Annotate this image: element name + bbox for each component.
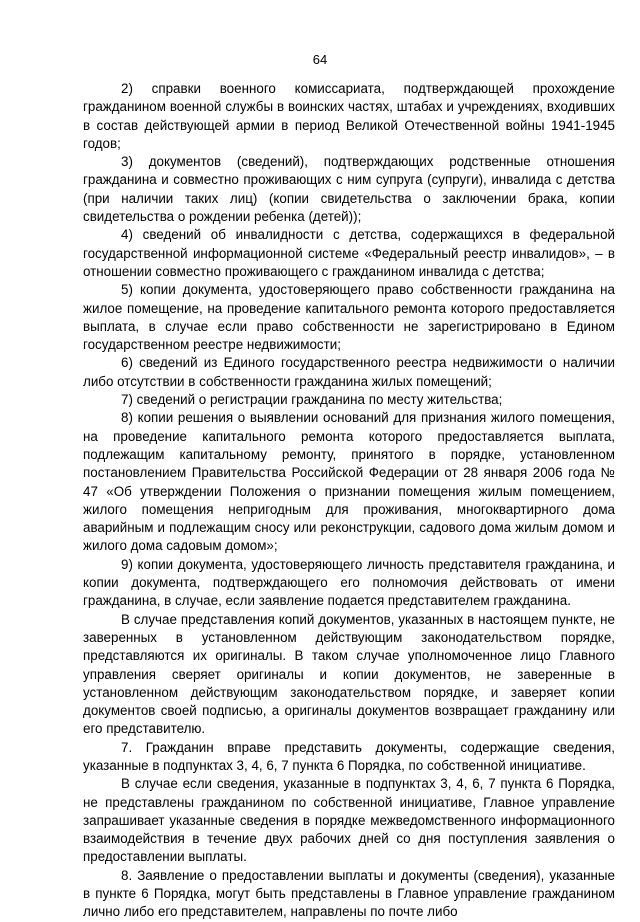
paragraph-clause-7: 7. Гражданин вправе представить документы, содержащие сведения, указанные в подпунктах 3, 4, 6, 7 пункта 6 Порядка, по собственной инициативе. bbox=[83, 739, 615, 773]
paragraph-subitem-3: 3) документов (сведений), подтверждающих родственные отношения гражданина и совместно проживающих с ним супруга (супруги), инвалида с детства (при наличии таких лиц) (копии свидетельства о заключении брака, копии свидетельства о рождении ребенка (детей)); bbox=[83, 154, 615, 225]
paragraph-copies-note: В случае представления копий документов, указанных в настоящем пункте, не заверенных в установленном действующим законодательством порядке, представляются их оригиналы. В таком случае уполномоченное лицо Главного управления сверяет оригиналы и копии документов, не заверенные в установленном действующим законодательством порядке, и заверяет копии документов своей подписью, а оригиналы документов возвращает гражданину или его представителю. bbox=[83, 611, 615, 737]
paragraph-subitem-5: 5) копии документа, удостоверяющего право собственности гражданина на жилое помещение, на проведение капитального ремонта которого предоставляется выплата, в случае если право собственности не зарегистрировано в Едином государственном реестре недвижимости; bbox=[83, 282, 615, 353]
paragraph-subitem-2: 2) справки военного комиссариата, подтверждающей прохождение гражданином военной службы в воинских частях, штабах и учреждениях, входивших в состав действующей армии в период Великой Отечественной войны 1941-1945 годов; bbox=[83, 81, 615, 151]
paragraph-subitem-4: 4) сведений об инвалидности с детства, содержащихся в федеральной государственной информационной системе «Федеральный реестр инвалидов», – в отношении совместно проживающего с гражданином инвалида с детства; bbox=[83, 227, 615, 279]
page-number: 64 bbox=[312, 52, 328, 67]
paragraph-clause-7-request: В случае если сведения, указанные в подпунктах 3, 4, 6, 7 пункта 6 Порядка, не представлены гражданином по собственной инициативе, Главное управление запрашивает указанные сведения в порядке межведомственного информационного взаимодействия в течение двух рабочих дней со дня поступления заявления о предоставлении выплаты. bbox=[83, 776, 615, 865]
paragraph-clause-8: 8. Заявление о предоставлении выплаты и документы (сведения), указанные в пункте 6 Порядка, могут быть представлены в Главное управление гражданином лично либо его представителем, направлены по почте либо bbox=[83, 867, 615, 920]
document-body bbox=[83, 80, 615, 922]
paragraph-subitem-7: 7) сведений о регистрации гражданина по месту жительства; bbox=[121, 392, 503, 408]
paragraph-subitem-9: 9) копии документа, удостоверяющего личность представителя гражданина, и копии документа, подтверждающего его полномочия действовать от имени гражданина, в случае, если заявление подается представителем гражданина. bbox=[83, 556, 615, 609]
paragraph-subitem-8: 8) копии решения о выявлении оснований для признания жилого помещения, на проведение капитального ремонта которого предоставляется выплата, подлежащим капитальному ремонту, принятого в порядке, установленном постановлением Правительства Российской Федерации от 28 января 2006 года № 47 «Об утверждении Положения о признании помещения жилым помещением, жилого помещения непригодным для проживания, многоквартирного дома аварийным и подлежащим сносу или реконструкции, садового дома жилым домом и жилого дома садовым домом»; bbox=[83, 410, 615, 554]
paragraph-subitem-6: 6) сведений из Единого государственного реестра недвижимости о наличии либо отсутствии в собственности гражданина жилых помещений; bbox=[83, 355, 615, 389]
